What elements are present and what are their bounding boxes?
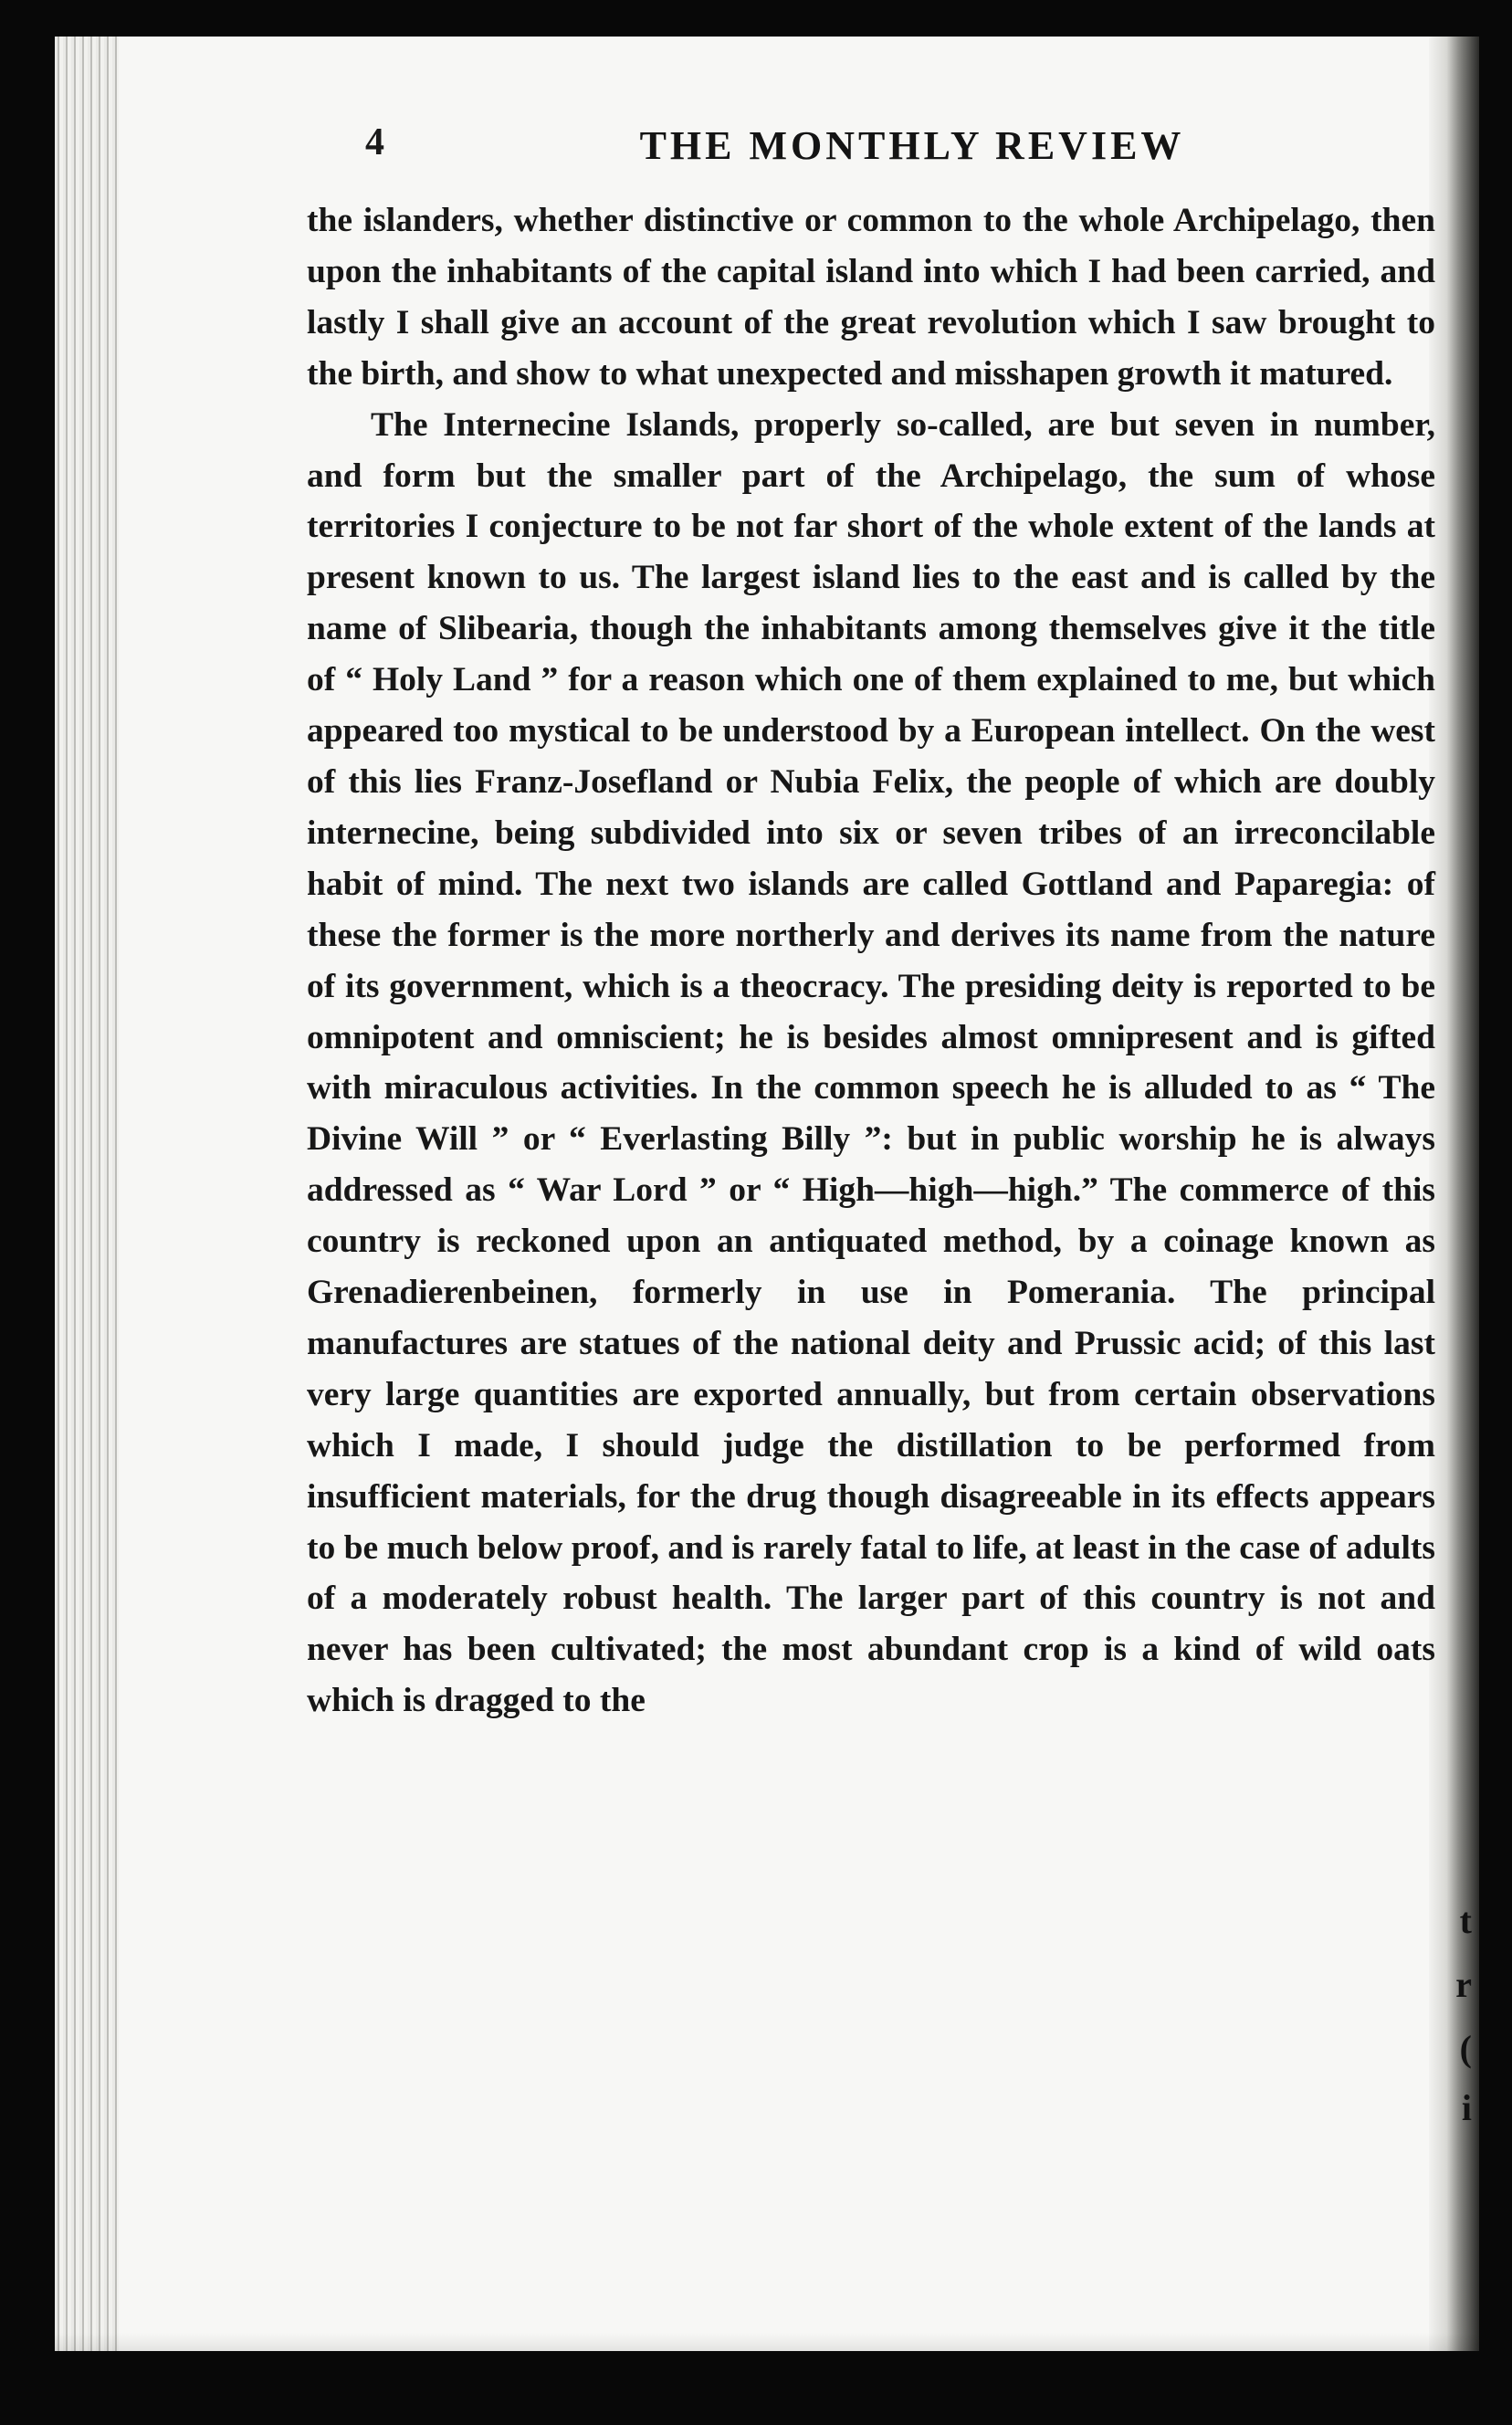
page-content bbox=[307, 121, 1435, 1727]
bleed-through-char: t bbox=[1459, 1900, 1472, 1941]
page-bottom-shadow bbox=[55, 2333, 1479, 2351]
bleed-through-char: r bbox=[1455, 1964, 1472, 2005]
paragraph-internecine-islands: The Internecine Islands, properly so-called, are but seven in number, and form but the smaller part of the Archipelago, the sum of whose territories I conjecture to be not far short of the whole extent of the lands at present known to us. The largest island lies to the east and is called by the name of Slibearia, though the inhabitants among themselves give it the title of “ Holy Land ” for a reason which one of them explained to me, but which appeared too mystical to be understood by a European intellect. On the west of this lies Franz-Josefland or Nubia Felix, the people of which are doubly internecine, being subdivided into six or seven tribes of an irreconcilable habit of mind. The next two islands are called Gottland and Paparegia: of these the former is the more northerly and derives its name from the nature of its government, which is a theocracy. The presiding deity is reported to be omnipotent and omniscient; he is besides almost omnipresent and is gifted with miraculous activities. In the common speech he is alluded to as “ The Divine Will ” or “ Everlasting Billy ”: but in public worship he is always addressed as “ War Lord ” or “ High—high—high.” The commerce of this country is reckoned upon an antiquated method, by a coinage known as Grenadierenbeinen, formerly in use in Pomerania. The principal manufactures are statues of the national deity and Prussic acid; of this last very large quantities are exported annually, but from certain observations which I made, I should judge the distillation to be performed from insufficient materials, for the drug though disagreeable in its effects appears to be much below proof, and is rarely fatal to life, at least in the case of adults of a moderately robust health. The larger part of this country is not and never has been cultivated; the most abundant crop is a kind of wild oats which is dragged to the bbox=[307, 405, 1435, 1720]
page-fore-edge bbox=[1429, 37, 1479, 2351]
paragraph-continued: the islanders, whether distinctive or common to the whole Archipelago, then upon the inhabitants of the capital island into which I had been carried, and lastly I shall give an account of the great revolution which I saw brought to the birth, and show to what unexpected and misshapen growth it matured. bbox=[307, 202, 1435, 393]
running-head bbox=[307, 121, 1435, 194]
journal-title: THE MONTHLY REVIEW bbox=[639, 123, 1185, 168]
bleed-through-char: ( bbox=[1459, 2028, 1472, 2069]
bleed-through-char: i bbox=[1461, 2087, 1472, 2128]
page-number: 4 bbox=[365, 121, 384, 163]
page-gutter-edge bbox=[55, 37, 119, 2351]
